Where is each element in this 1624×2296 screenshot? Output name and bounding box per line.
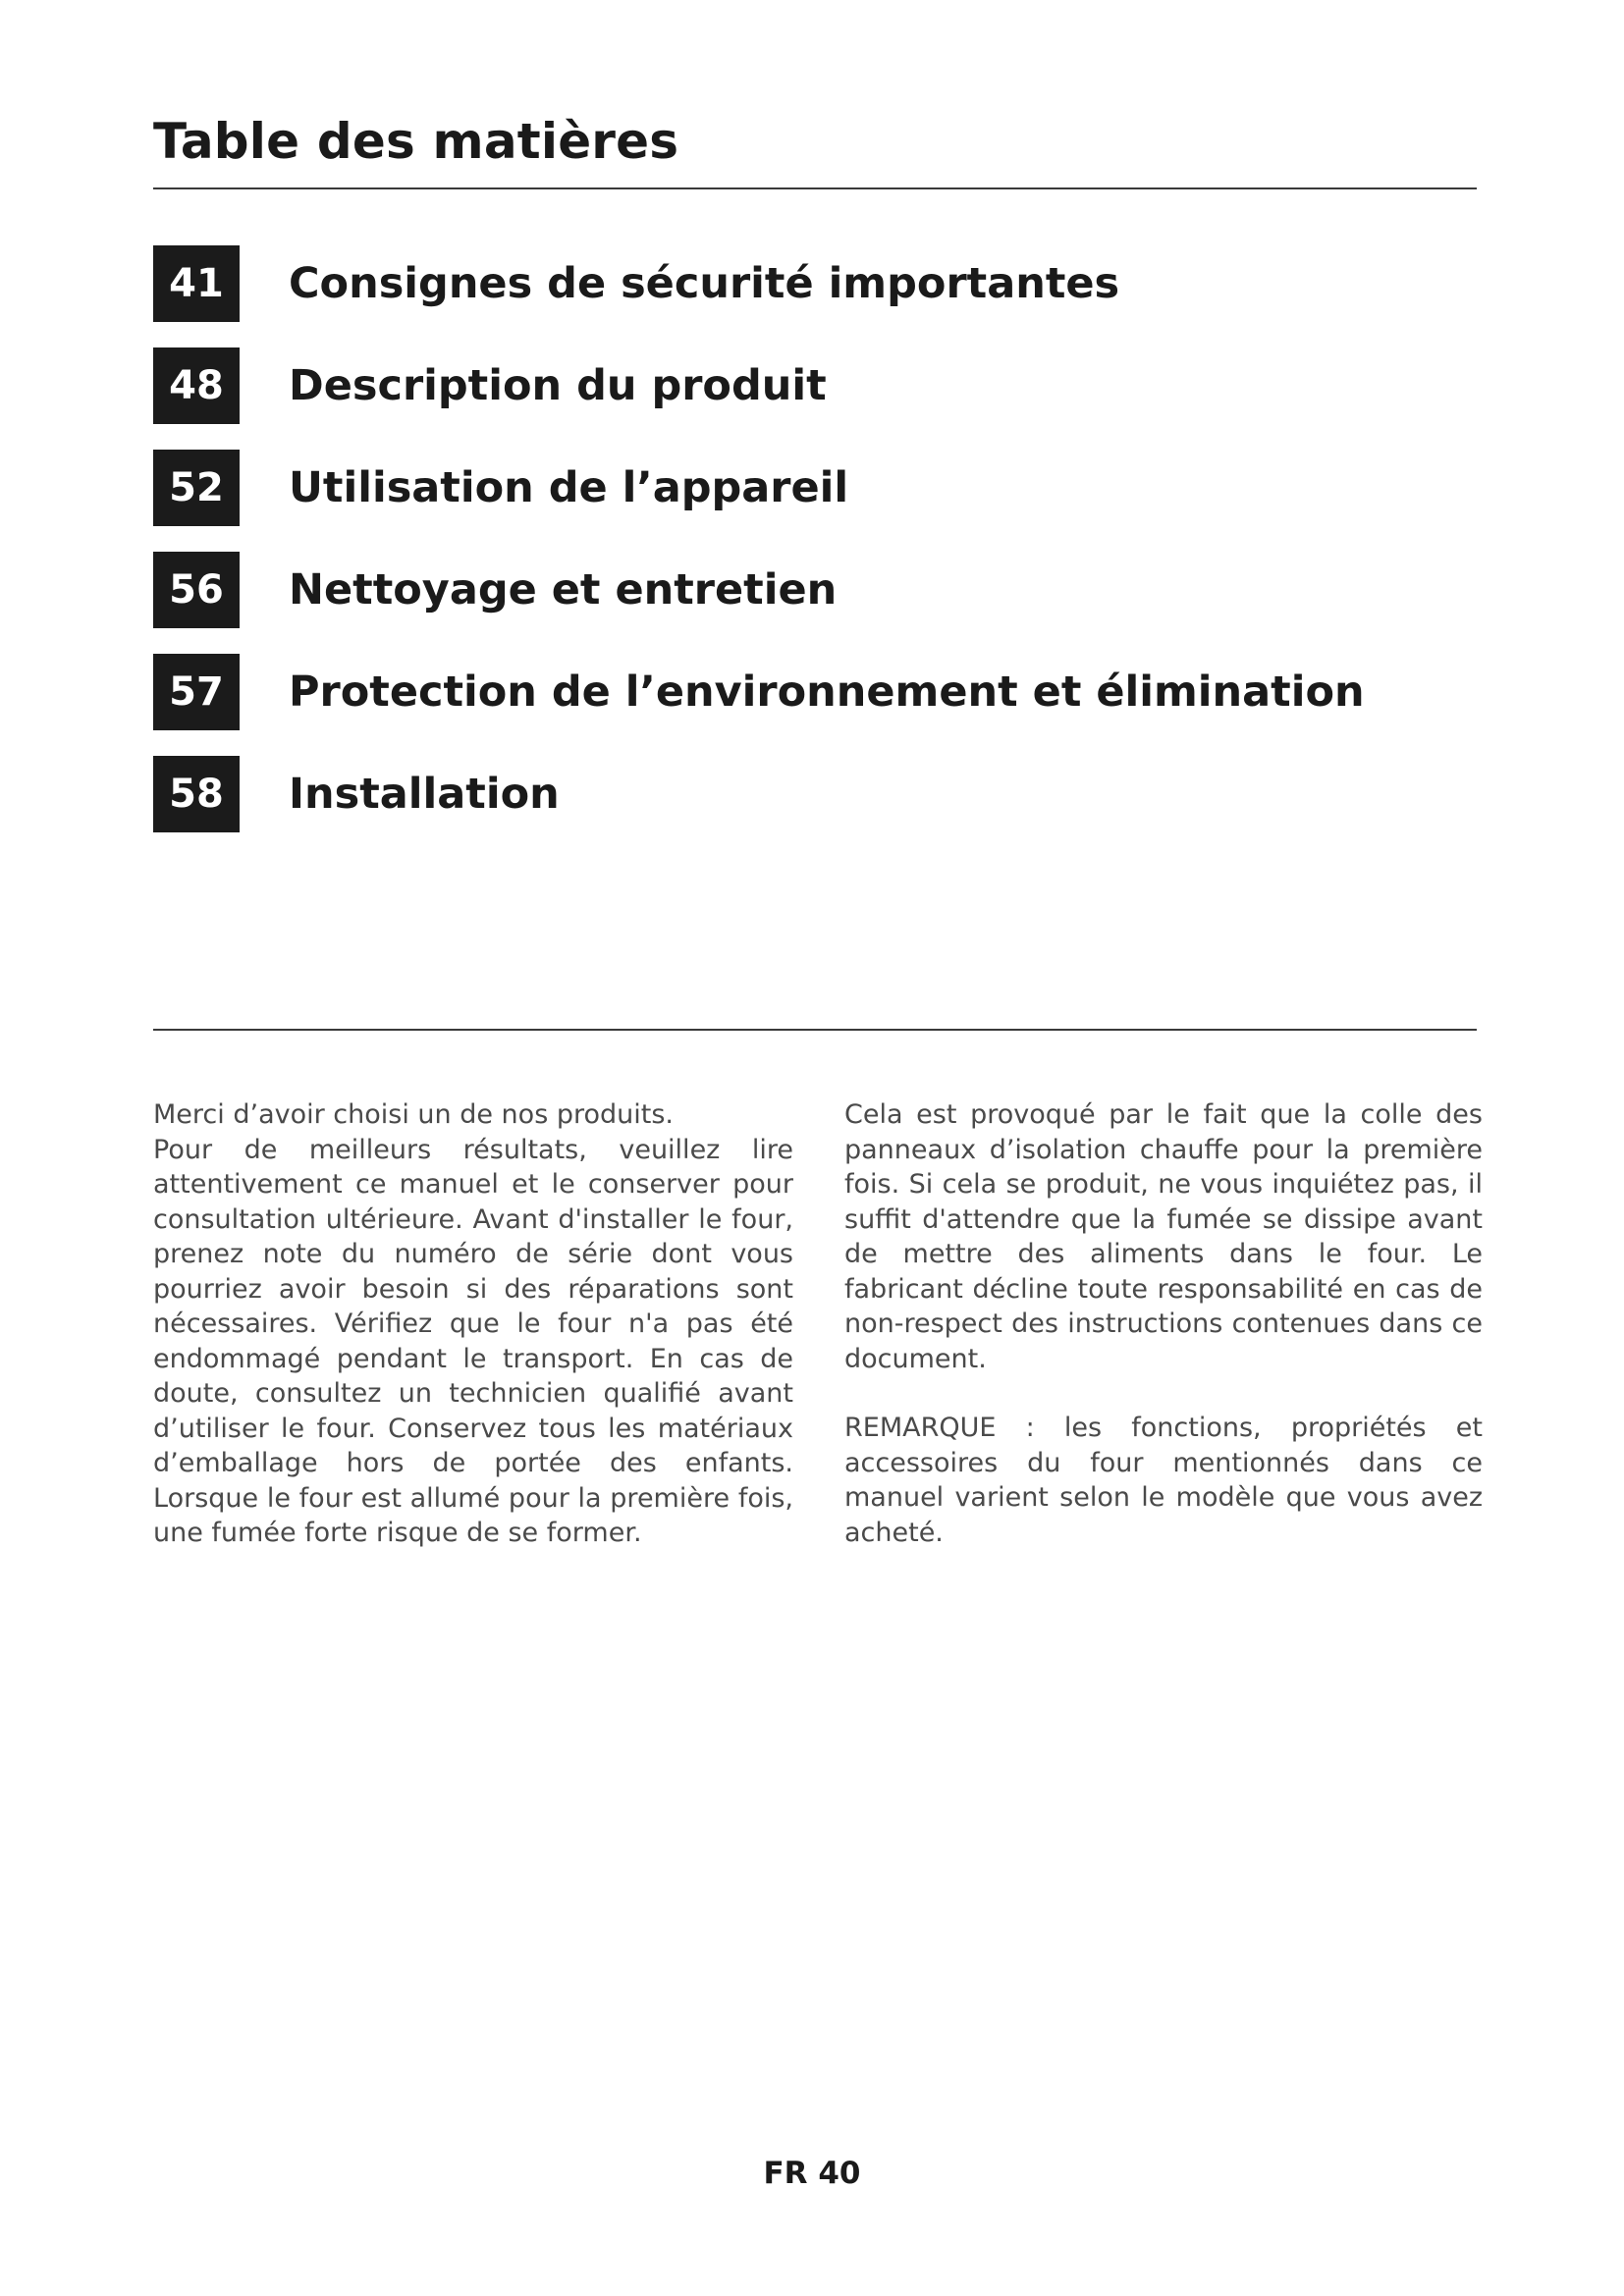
page-title: Table des matières: [153, 113, 679, 170]
toc-entry-usage[interactable]: [153, 450, 1477, 526]
toc-page-badge: 57: [153, 654, 240, 730]
intro-column-left: [153, 1097, 793, 1551]
toc-page-badge: 58: [153, 756, 240, 832]
intro-column-right: [844, 1097, 1483, 1584]
intro-remark: REMARQUE : les fonctions, propriétés et accessoires du four mentionnés dans ce manuel varient selon le modèle que vous avez acheté.: [844, 1413, 1483, 1548]
toc-entry-cleaning[interactable]: [153, 552, 1477, 628]
toc-page-badge: 56: [153, 552, 240, 628]
toc-label: Nettoyage et entretien: [289, 565, 838, 614]
intro-smoke-note: Cela est provoqué par le fait que la colle des panneaux d’isolation chauffe pour la première fois. Si cela se produit, ne vous inquiétez pas, il suffit d'attendre que la fumée se dissipe avant de mettre des aliments dans le four. Le fabricant décline toute responsabilité en cas de non-respect des instructions contenues dans ce document.: [844, 1099, 1483, 1374]
toc-entry-environment[interactable]: [153, 654, 1477, 730]
toc-label: Consignes de sécurité importantes: [289, 259, 1120, 308]
toc-entry-installation[interactable]: [153, 756, 1477, 832]
toc-page-badge: 41: [153, 245, 240, 322]
section-divider: [153, 1029, 1477, 1031]
toc-label: Utilisation de l’appareil: [289, 463, 849, 512]
page-number: FR 40: [763, 2156, 861, 2191]
toc-page-badge: 48: [153, 347, 240, 424]
toc-entry-safety[interactable]: [153, 245, 1477, 322]
intro-instructions: Pour de meilleurs résultats, veuillez lire attentivement ce manuel et le conserver pour consultation ultérieure. Avant d'installer le four, prenez note du numéro de série dont vous pourriez avoir besoin si des réparations sont nécessaires. Vérifiez que le four n'a pas été endommagé pendant le transport. En cas de doute, consultez un technicien qualifié avant d’utiliser le four. Conservez tous les matériaux d’emballage hors de portée des enfants. Lorsque le four est allumé pour la première fois, une fumée forte risque de se former.: [153, 1134, 793, 1548]
toc-entry-product-description[interactable]: [153, 347, 1477, 424]
intro-thanks: Merci d’avoir choisi un de nos produits.: [153, 1099, 674, 1130]
toc-label: Description du produit: [289, 361, 827, 410]
table-of-contents: [153, 245, 1477, 858]
toc-label: Protection de l’environnement et élimination: [289, 667, 1365, 717]
toc-label: Installation: [289, 770, 560, 819]
toc-page-badge: 52: [153, 450, 240, 526]
title-divider: [153, 187, 1477, 189]
